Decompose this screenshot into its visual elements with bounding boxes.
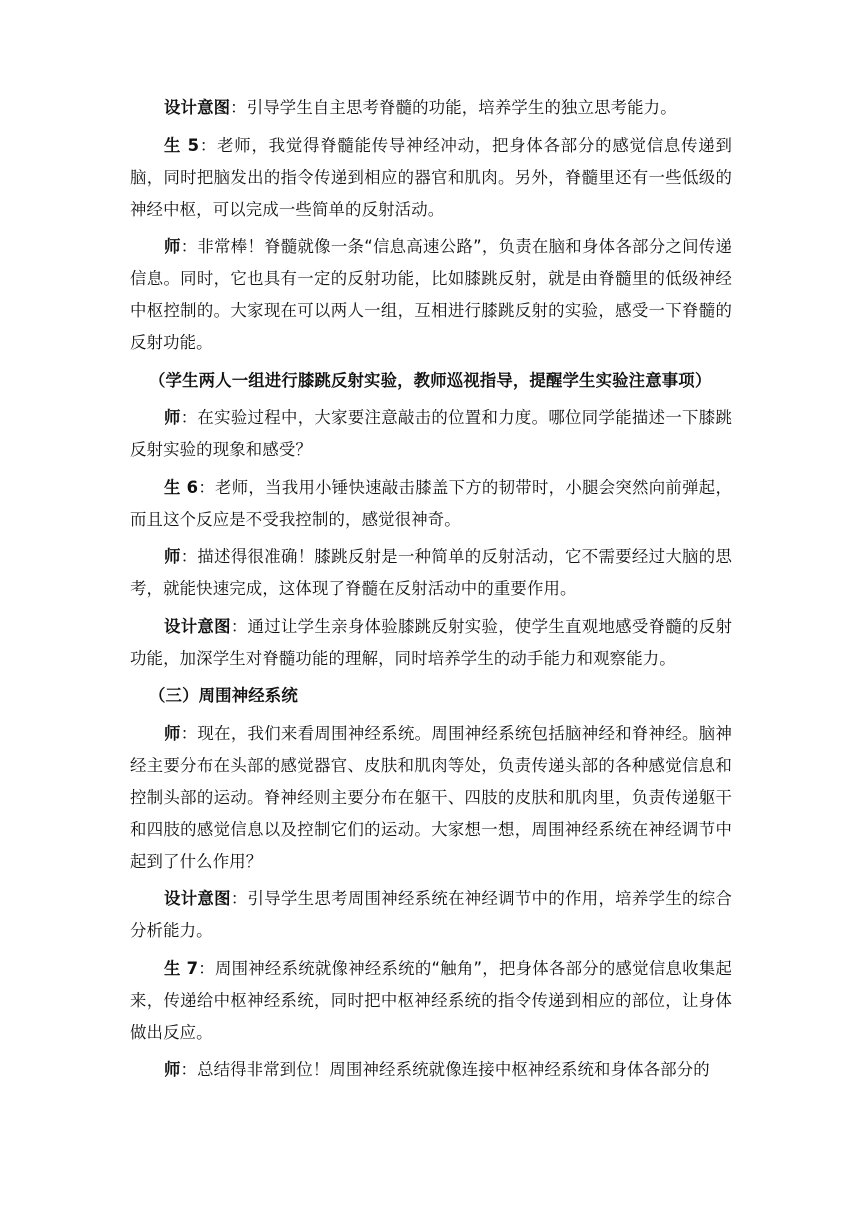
speaker-label: 师 [164, 1060, 181, 1079]
speaker-label: 师 [164, 408, 181, 427]
paragraph-text: ：现在，我们来看周围神经系统。周围神经系统包括脑神经和脊神经。脑神经主要分布在头部的感觉器官、皮肤和肌肉等处，负责传递头部的各种感觉信息和控制头部的运动。脊神经则主要分布在躯干、四肢的皮肤和肌肉里，负责传递躯干和四肢的感觉信息以及控制它们的运动。大家想一想，周围神经系统在神经调节中起到了什么作用？ [130, 723, 732, 871]
paragraph-design-intent-1 [130, 92, 732, 124]
paragraph-teacher-5 [130, 1054, 732, 1086]
paragraph-teacher-1 [130, 231, 732, 359]
speaker-label: 生 7 [164, 958, 199, 978]
speaker-label: 师 [164, 237, 181, 256]
paragraph-student-7 [130, 953, 732, 1049]
paragraph-teacher-2 [130, 402, 732, 466]
paragraph-student-5 [130, 130, 732, 226]
paragraph-teacher-3 [130, 541, 732, 605]
speaker-label: 生 6 [164, 477, 199, 497]
paragraph-text: ：描述得很准确！膝跳反射是一种简单的反射活动，它不需要经过大脑的思考，就能快速完成，这体现了脊髓在反射活动中的重要作用。 [130, 547, 732, 598]
speaker-label: 生 5 [164, 135, 200, 155]
paragraph-design-intent-2 [130, 611, 732, 675]
paragraph-activity-note: （学生两人一组进行膝跳反射实验，教师巡视指导，提醒学生实验注意事项） [149, 370, 712, 390]
paragraph-text: ：引导学生自主思考脊髓的功能，培养学生的独立思考能力。 [230, 98, 677, 117]
paragraph-text: ：周围神经系统就像神经系统的“触角”，把身体各部分的感觉信息收集起来，传递给中枢神经系统，同时把中枢神经系统的指令传递到相应的部位，让身体做出反应。 [130, 958, 732, 1042]
speaker-label: 师 [164, 723, 181, 743]
speaker-label: 设计意图 [164, 98, 231, 117]
speaker-label: 设计意图 [164, 616, 231, 636]
paragraph-text: ：总结得非常到位！周围神经系统就像连接中枢神经系统和身体各部分的 [180, 1060, 710, 1079]
section-heading: （三）周围神经系统 [149, 686, 298, 705]
paragraph-text: ：在实验过程中，大家要注意敲击的位置和力度。哪位同学能描述一下膝跳反射实验的现象和感受？ [130, 408, 732, 459]
speaker-label: 设计意图 [164, 889, 231, 908]
paragraph-text: ：老师，我觉得脊髓能传导神经冲动，把身体各部分的感觉信息传递到脑，同时把脑发出的指令传递到相应的器官和肌肉。另外，脊髓里还有一些低级的神经中枢，可以完成一些简单的反射活动。 [130, 135, 732, 219]
document-page [130, 92, 732, 1092]
paragraph-teacher-4 [130, 718, 732, 878]
paragraph-text: ：引导学生思考周围神经系统在神经调节中的作用，培养学生的综合分析能力。 [130, 889, 732, 940]
paragraph-text: ：通过让学生亲身体验膝跳反射实验，使学生直观地感受脊髓的反射功能，加深学生对脊髓功能的理解，同时培养学生的动手能力和观察能力。 [130, 616, 732, 668]
speaker-label: 师 [164, 547, 181, 566]
paragraph-design-intent-3 [130, 883, 732, 947]
paragraph-text: ：非常棒！脊髓就像一条“信息高速公路”，负责在脑和身体各部分之间传递信息。同时，它也具有一定的反射功能，比如膝跳反射，就是由脊髓里的低级神经中枢控制的。大家现在可以两人一组，互相进行膝跳反射的实验，感受一下脊髓的反射功能。 [130, 237, 732, 352]
paragraph-text: ：老师，当我用小锤快速敲击膝盖下方的韧带时，小腿会突然向前弹起，而且这个反应是不受我控制的，感觉很神奇。 [130, 477, 732, 529]
paragraph-student-6 [130, 472, 732, 536]
